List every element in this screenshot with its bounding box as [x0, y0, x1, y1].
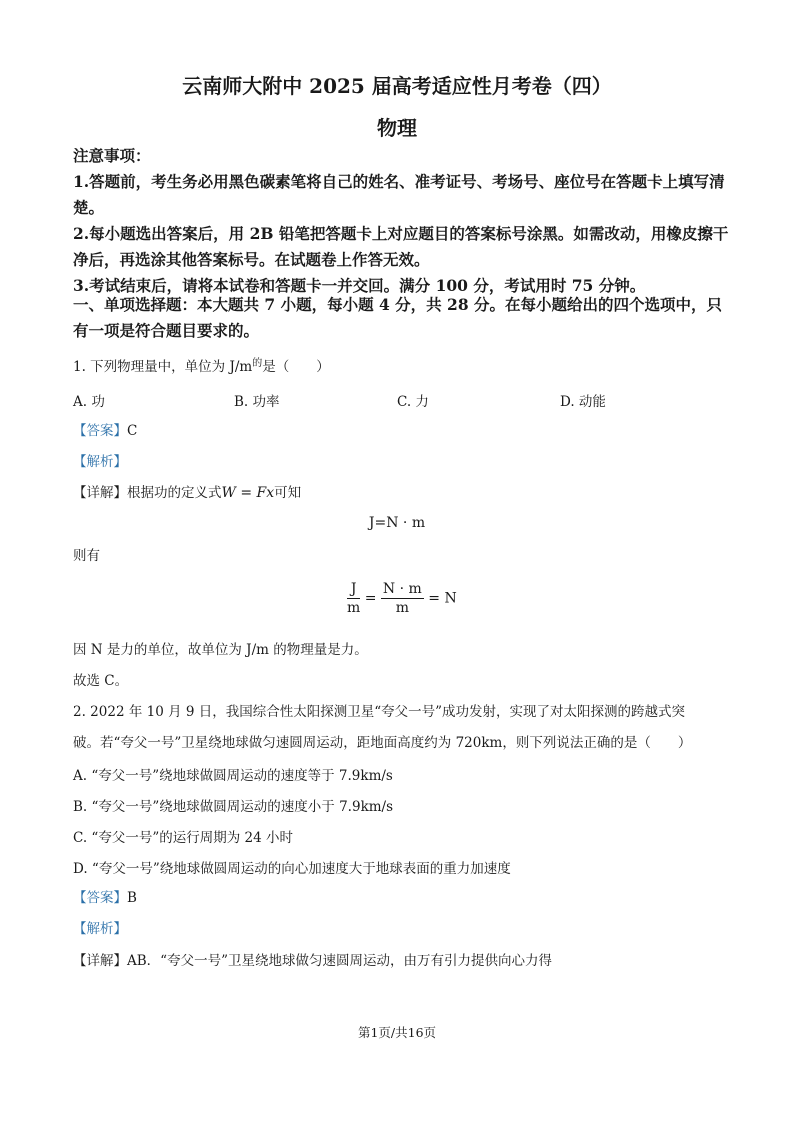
page-footer: 第1页/共16页: [357, 1025, 437, 1040]
q1-detail-tag: 【详解】: [73, 485, 127, 501]
q1-eq2-equals-2: = N: [428, 590, 457, 607]
q2-analysis-tag: 【解析】: [73, 921, 127, 937]
notice-item-2: 2.每小题选出答案后，用 2B 铅笔把答题卡上对应题目的答案标号涂黑。如需改动，用橡皮擦干净后，再选涂其他答案标号。在试题卷上作答无效。: [73, 224, 729, 269]
q1-eq2-den-right: m: [395, 600, 409, 616]
q1-detail: [73, 483, 301, 503]
q1-eq2-frac-left: [347, 580, 360, 617]
q2-stem-line-1: 2. 2022 年 10 月 9 日，我国综合性太阳探测卫星“夸父一号”成功发射，实现了对太阳探测的跨越式突: [73, 704, 686, 720]
q2-stem-line-2: 破。若“夸父一号”卫星绕地球做匀速圆周运动，距地面高度约为 720km，则下列说法正确的是（ ）: [73, 735, 692, 751]
q1-answer-value: C: [127, 423, 138, 439]
q1-stem: [73, 354, 330, 377]
q2-option-c: C. “夸父一号”的运行周期为 24 小时: [73, 830, 293, 846]
q1-stem-suffix: 是（ ）: [262, 359, 330, 375]
q2-detail-tag: 【详解】: [73, 953, 127, 969]
page-title: 云南师大附中 2025 届高考适应性月考卷（四）: [182, 74, 612, 98]
section-heading: 一、单项选择题：本大题共 7 小题，每小题 4 分，共 28 分。在每小题给出的四个选项中，只有一项是符合题目要求的。: [73, 295, 723, 340]
q1-analysis-tag: 【解析】: [73, 454, 127, 470]
q1-eq2-frac-right: [381, 580, 424, 617]
q1-eq2-den-left: m: [347, 600, 361, 616]
q1-formula-def: W = Fx: [221, 485, 275, 501]
notice-heading: 注意事项：: [73, 146, 151, 165]
q2-detail: [73, 951, 552, 971]
q1-conclusion: 因 N 是力的单位，故单位为 J/m 的物理量是力。: [73, 642, 368, 658]
q1-eq2-num-right: N · m: [382, 581, 422, 597]
q2-option-b: B. “夸父一号”绕地球做圆周运动的速度小于 7.9km/s: [73, 799, 394, 815]
q1-equation-1: J=N · m: [368, 515, 426, 531]
q1-detail-after: 可知: [274, 485, 302, 501]
q1-detail-text: 根据功的定义式: [127, 485, 222, 501]
q2-option-d: D. “夸父一号”绕地球做圆周运动的向心加速度大于地球表面的重力加速度: [73, 861, 511, 877]
notice-block: [73, 143, 733, 299]
q1-final: 故选 C。: [73, 673, 129, 689]
q1-option-b: B. 功率: [234, 394, 280, 410]
q1-stem-text: 1. 下列物理量中，单位为 J/m: [73, 359, 253, 375]
notice-item-3: 3.考试结束后，请将本试卷和答题卡一并交回。满分 100 分，考试用时 75 分钟。: [73, 276, 646, 295]
q1-answer: [73, 421, 137, 441]
notice-item-1: 1.答题前，考生务必用黑色碳素笔将自己的姓名、准考证号、考场号、座位号在答题卡上填写清楚。: [73, 172, 725, 217]
q2-detail-text: AB．“夸父一号”卫星绕地球做匀速圆周运动，由万有引力提供向心力得: [127, 953, 552, 969]
q1-option-c: C. 力: [397, 394, 429, 410]
q2-answer-tag: 【答案】: [73, 890, 127, 906]
q1-eq2-num-left: J: [347, 580, 360, 599]
q1-then: 则有: [73, 548, 100, 564]
q1-answer-tag: 【答案】: [73, 423, 127, 439]
q1-option-d: D. 动能: [560, 394, 606, 410]
q1-stem-sup: 的: [252, 358, 263, 369]
subject-title: 物理: [377, 116, 417, 140]
q2-answer: [73, 888, 137, 908]
q1-option-a: A. 功: [73, 394, 105, 410]
q2-option-a: A. “夸父一号”绕地球做圆周运动的速度等于 7.9km/s: [73, 768, 393, 784]
q1-equation-2: [347, 580, 457, 617]
q2-answer-value: B: [127, 890, 137, 906]
q1-eq2-equals-1: =: [364, 590, 377, 607]
